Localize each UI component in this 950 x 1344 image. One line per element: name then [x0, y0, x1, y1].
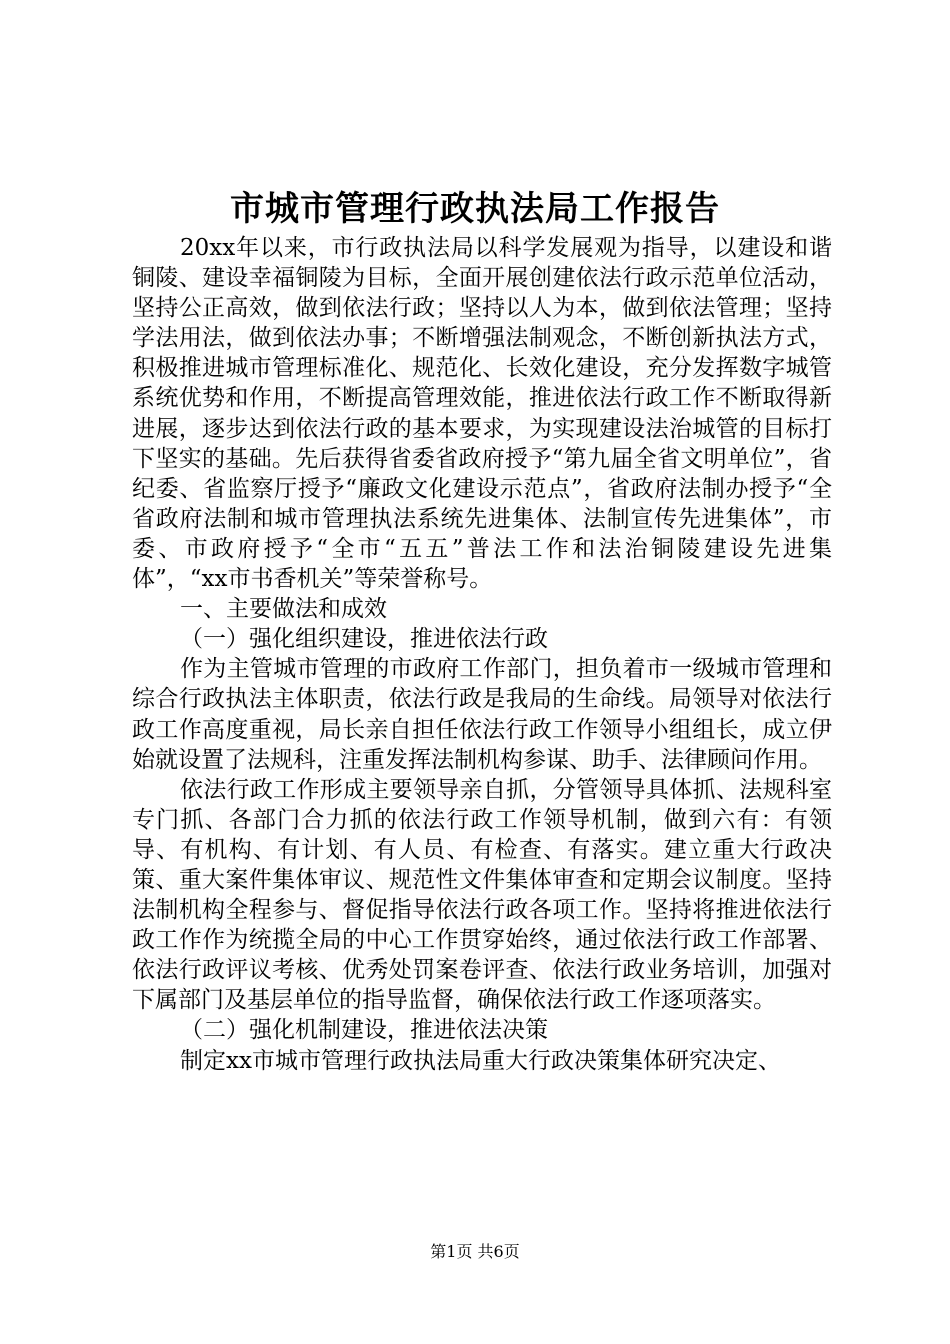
section-heading: 一、主要做法和成效	[180, 596, 387, 623]
body-paragraph: 作为主管城市管理的市政府工作部门，担负着市一级城市管理和综合行政执法主体职责，依法行政是我局的生命线。局领导对依法行政工作高度重视，局长亲自担任依法行政工作领导小组组长，成立伊始就设置了法规科，注重发挥法制机构参谋、助手、法律顾问作用。	[132, 656, 832, 773]
subsection-heading: （二）强化机制建设，推进依法决策	[180, 1017, 548, 1044]
page-number-footer: 第1页 共6页	[430, 1242, 520, 1261]
page-title: 市城市管理行政执法局工作报告	[230, 189, 720, 229]
body-paragraph: 依法行政工作形成主要领导亲自抓，分管领导具体抓、法规科室专门抓、各部门合力抓的依法行政工作领导机制，做到六有：有领导、有机构、有计划、有人员、有检查、有落实。建立重大行政决策、重大案件集体审议、规范性文件集体审查和定期会议制度。坚持法制机构全程参与、督促指导依法行政各项工作。坚持将推进依法行政工作作为统揽全局的中心工作贯穿始终，通过依法行政工作部署、依法行政评议考核、优秀处罚案卷评查、依法行政业务培训，加强对下属部门及基层单位的指导监督，确保依法行政工作逐项落实。	[132, 776, 832, 1014]
subsection-heading: （一）强化组织建设，推进依法行政	[180, 626, 548, 653]
body-paragraph: 制定xx市城市管理行政执法局重大行政决策集体研究决定、	[180, 1047, 781, 1074]
document-body	[132, 233, 832, 1076]
intro-paragraph: 20xx年以来，市行政执法局以科学发展观为指导，以建设和谐铜陵、建设幸福铜陵为目标，全面开展创建依法行政示范单位活动，坚持公正高效，做到依法行政；坚持以人为本，做到依法管理；坚持学法用法，做到依法办事；不断增强法制观念，不断创新执法方式，积极推进城市管理标准化、规范化、长效化建设，充分发挥数字城管系统优势和作用，不断提高管理效能，推进依法行政工作不断取得新进展，逐步达到依法行政的基本要求，为实现建设法治城管的目标打下坚实的基础。先后获得省委省政府授予“第九届全省文明单位”，省纪委、省监察厅授予“廉政文化建设示范点”，省政府法制办授予“全省政府法制和城市管理执法系统先进集体、法制宣传先进集体”，市委、市政府授予“全市“五五”普法工作和法治铜陵建设先进集体”，“xx市书香机关”等荣誉称号。	[132, 235, 832, 593]
